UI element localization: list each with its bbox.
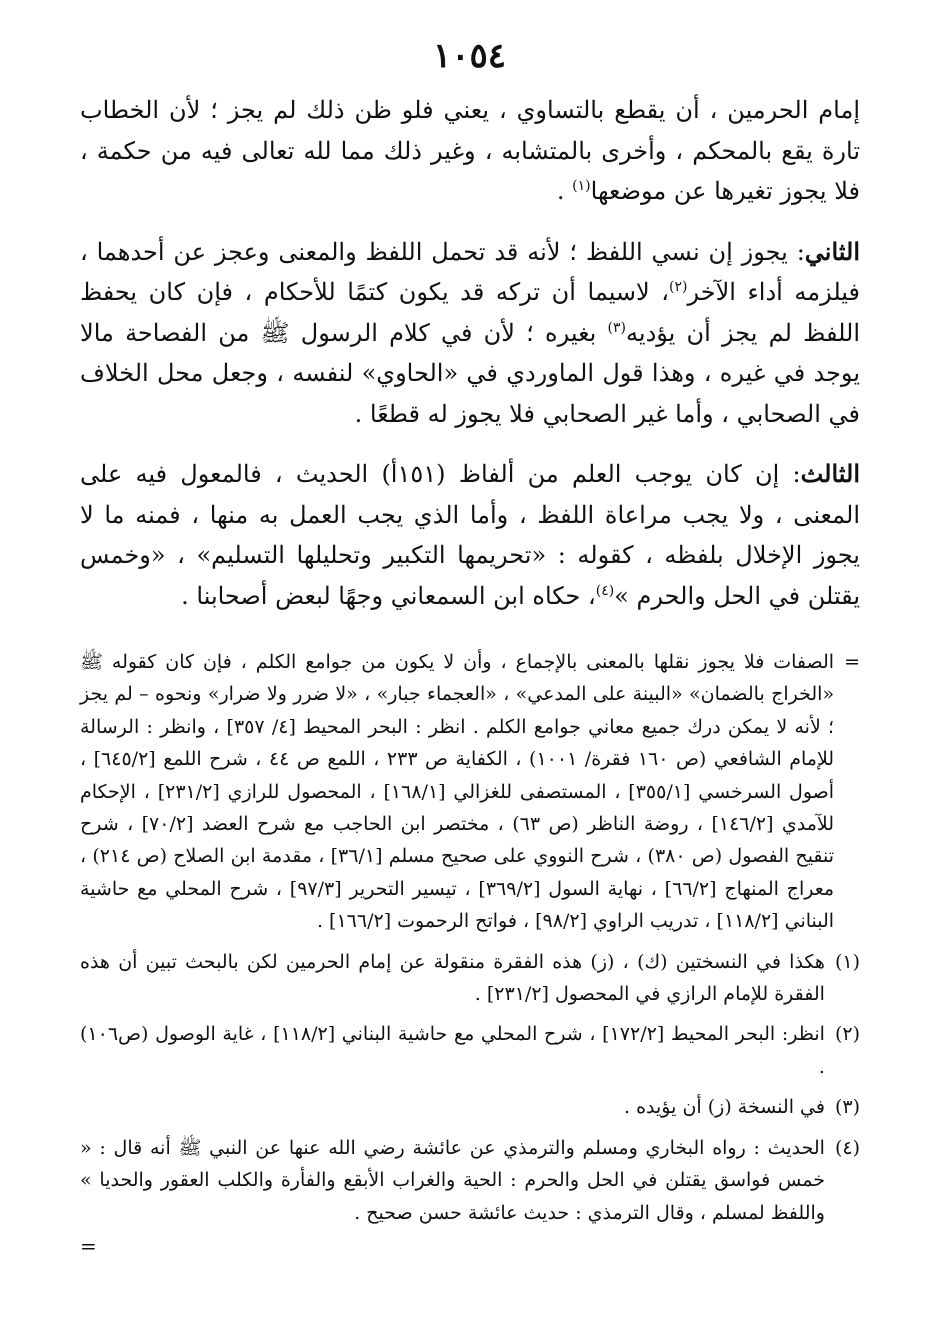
footnote-continued	[80, 646, 860, 938]
paragraph-3	[80, 454, 860, 616]
footnote-ref-4: (٤)	[595, 582, 615, 599]
footnote-3	[80, 1091, 860, 1123]
footnote-marker: (٣)	[834, 1096, 860, 1119]
paragraph-2	[80, 232, 860, 435]
main-text	[80, 90, 860, 636]
continuation-mark: =	[80, 1234, 97, 1258]
paragraph-3-tail: ، حكاه ابن السمعاني وجهًا لبعض أصحابنا .	[181, 581, 596, 610]
paragraph-1	[80, 90, 860, 212]
footnote-ref-2: (٢)	[669, 279, 688, 295]
footnote-ref-3: (٣)	[607, 319, 627, 336]
paragraph-3-lead: الثالث	[800, 459, 860, 488]
footnote-ref-1: (١)	[572, 178, 591, 194]
footnote-1	[80, 946, 860, 1011]
paragraph-2-lead: الثاني	[804, 236, 860, 266]
page-number: ١٠٥٤	[432, 36, 507, 76]
footnotes	[80, 646, 860, 1237]
footnote-text: الحديث : رواه البخاري ومسلم والترمذي عن عائشة رضي الله عنها عن النبي ﷺ أنه قال : « خمس فواسق يقتلن في الحل والحرم : الحية والغراب الأبقع والفأرة والكلب العقور والحديا » واللفظ لمسلم ، وقال الترمذي : حديث عائشة حسن صحيح .	[80, 1136, 825, 1224]
paragraph-3-text: : إن كان يوجب العلم من ألفاظ (١٥١أ) الحديث ، فالمعول فيه على المعنى ، ولا يجب مراعاة اللفظ ، وأما الذي يجب العمل به منها ، فمنه ما لا يجوز الإخلال بلفظه ، كقوله : «تحريمها التكبير وتحليلها التسليم» ، «وخمس يقتلن في الحل والحرم »	[80, 460, 860, 610]
footnote-text: انظر: البحر المحيط [١٧٢/٢] ، شرح المحلي مع حاشية البناني [١١٨/٢] ، غاية الوصول (ص١٠٦) .	[80, 1023, 825, 1078]
footnote-text: هكذا في النسختين (ك) ، (ز) هذه الفقرة منقولة عن إمام الحرمين لكن بالبحث تبين أن هذه الفقرة للإمام الرازي في المحصول [٢٣١/٢] .	[80, 950, 825, 1006]
paragraph-1-tail: .	[556, 177, 573, 205]
paragraph-1-text: إمام الحرمين ، أن يقطع بالتساوي ، يعني فلو ظن ذلك لم يجز ؛ لأن الخطاب تارة يقع بالمحكم ، وأخرى بالمتشابه ، وغير ذلك مما لله تعالى فيه من حكمة ، فلا يجوز تغيرها عن موضعها	[80, 96, 860, 205]
footnote-marker: =	[844, 651, 860, 673]
paragraph-2-text: : يجوز إن نسي اللفظ ؛ لأنه قد تحمل اللفظ والمعنى وعجز عن أحدهما ، فيلزمه أداء الآخر	[80, 237, 861, 306]
footnote-marker: (١)	[834, 950, 860, 973]
footnote-text: الصفات فلا يجوز نقلها بالمعنى بالإجماع ، وأن لا يكون من جوامع الكلم ، فإن كان كقوله ﷺ «الخراج بالضمان» «البينة على المدعي» ، «العجماء جبار» ، «لا ضرر ولا ضرار» ونحوه – لم يجز ؛ لأنه لا يمكن درك جميع معاني جوامع الكلم . انظر : البحر المحيط [٤/ ٣٥٧] ، وانظر : الرسالة للإمام الشافعي (ص ١٦٠ فقرة/ ١٠٠١) ، الكفاية ص ٢٣٣ ، اللمع ص ٤٤ ، شرح اللمع [٦٤٥/٢] ، أصول السرخسي [٣٥٥/١] ، المستصفى للغزالي [١٦٨/١] ، المحصول للرازي [٢٣١/٢] ، الإحكام للآمدي [١٤٦/٢] ، روضة الناظر (ص ٦٣) ، مختصر ابن الحاجب مع شرح العضد [٧٠/٢] ، شرح تنقيح الفصول (ص ٣٨٠) ، شرح النووي على صحيح مسلم [٣٦/١] ، مقدمة ابن الصلاح (ص ٢١٤) ، معراج المنهاج [٦٦/٢] ، نهاية السول [٣٦٩/٢] ، تيسير التحرير [٩٧/٣] ، شرح المحلي مع حاشية البناني [١١٨/٢] ، تدريب الراوي [٩٨/٢] ، فواتح الرحموت [١٦٦/٢] .	[80, 651, 835, 933]
footnote-marker: (٤)	[834, 1136, 860, 1159]
paragraph-2-tail: ، لاسيما أن تركه قد يكون كتمًا للأحكام ، فإن كان يحفظ اللفظ لم يجز أن يؤديه	[80, 278, 861, 347]
paragraph-2-tail-2: بغيره ؛ لأن في كلام الرسول ﷺ من الفصاحة مالا يوجد في غيره ، وهذا قول الماوردي في «الحاوي» لنفسه ، وجعل محل الخلاف في الصحابي ، وأما غير الصحابي فلا يجوز له قطعًا .	[80, 318, 860, 428]
footnote-4	[80, 1132, 860, 1229]
footnote-text: في النسخة (ز) أن يؤيده .	[624, 1096, 825, 1119]
footnote-2	[80, 1018, 860, 1083]
footnote-marker: (٢)	[834, 1023, 860, 1046]
